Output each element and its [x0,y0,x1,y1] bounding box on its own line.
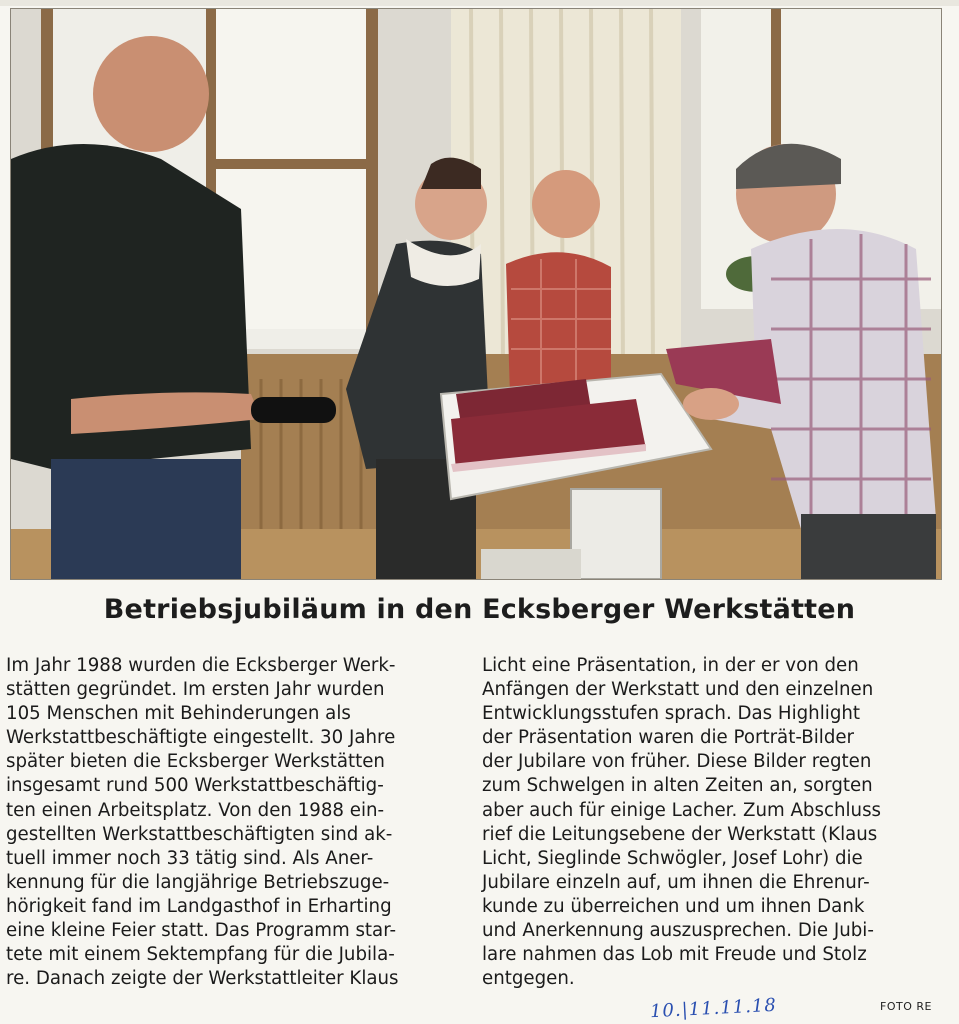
text-line: 105 Menschen mit Behinderungen als [6,703,351,725]
text-line: tuell immer noch 33 tätig sind. Als Aner- [6,847,374,869]
text-line: zum Schwelgen in alten Zeiten an, sorgten [482,775,873,797]
text-line: re. Danach zeigte der Werkstattleiter Klaus [6,968,399,990]
text-line: Entwicklungsstufen sprach. Das Highlight [482,703,861,725]
article-text-right-column [482,654,942,991]
text-line: der Jubilare von früher. Diese Bilder regten [482,751,872,773]
text-line: Werkstattbeschäftigte eingestellt. 30 Jahre [6,727,396,749]
text-line: insgesamt rund 500 Werkstattbeschäftig- [6,775,384,797]
text-line: und Anerkennung auszusprechen. Die Jubi- [482,920,874,942]
text-line: rief die Leitungsebene der Werkstatt (Klaus [482,823,878,845]
text-line: entgegen. [482,968,575,990]
text-line: Anfängen der Werkstatt und den einzelnen [482,679,874,701]
text-line: der Präsentation waren die Porträt-Bilder [482,727,855,749]
text-line: tete mit einem Sektempfang für die Jubila- [6,944,395,966]
text-line: Im Jahr 1988 wurden die Ecksberger Werk- [6,655,396,676]
text-line: stätten gegründet. Im ersten Jahr wurden [6,679,385,701]
article-headline: Betriebsjubiläum in den Ecksberger Werkstätten [103,594,856,625]
photo-credit: FOTO RE [880,1000,932,1013]
text-line: aber auch für einige Lacher. Zum Abschluss [482,799,882,821]
text-line: Jubilare einzeln auf, um ihnen die Ehrenur- [482,871,870,893]
text-line: ten einen Arbeitsplatz. Von den 1988 ein- [6,799,385,821]
text-line: lare nahmen das Lob mit Freude und Stolz [482,944,867,966]
text-line: Licht, Sieglinde Schwögler, Josef Lohr) die [482,847,863,869]
text-line: hörigkeit fand im Landgasthof in Erharting [6,895,392,917]
text-line: kennung für die langjährige Betriebszuge- [6,871,390,893]
article-photo [10,8,942,580]
text-line: Licht eine Präsentation, in der er von den [482,655,859,676]
text-line: später bieten die Ecksberger Werkstätten [6,751,385,773]
text-line: eine kleine Feier statt. Das Programm star- [6,920,397,942]
text-line: kunde zu überreichen und um ihnen Dank [482,895,865,917]
handwritten-date: 10.|11.11.18 [649,994,778,1023]
page-edge [0,0,959,6]
article-text-left-column [6,654,464,991]
text-line: gestellten Werkstattbeschäftigten sind ak- [6,823,393,845]
photo-illustration [11,9,941,579]
